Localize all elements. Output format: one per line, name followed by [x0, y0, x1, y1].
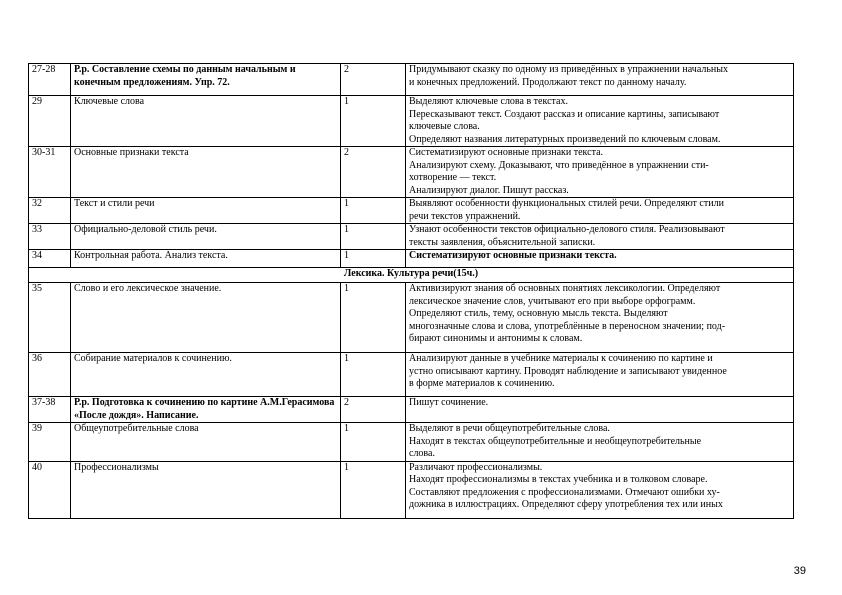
lesson-activities	[406, 353, 794, 397]
activity-line: Находят профессионализмы в текстах учебника и в толковом словаре.	[409, 474, 708, 485]
lesson-topic: Р.р. Подготовка к сочинению по картине А.М.Герасимова «После дождя». Написание.	[71, 397, 341, 423]
lesson-hours: 1	[341, 353, 406, 397]
activity-line: Составляют предложения с профессионализмами. Отмечают ошибки ху-	[409, 486, 720, 498]
activity-line: лексическое значение слов, учитывают его при выборе орфограмм.	[409, 295, 696, 307]
lesson-hours: 2	[341, 397, 406, 423]
lesson-topic: Текст и стили речи	[71, 198, 341, 224]
lesson-activities	[406, 423, 794, 462]
lesson-number: 35	[29, 283, 71, 353]
lesson-topic: Основные признаки текста	[71, 147, 341, 198]
lesson-number: 29	[29, 96, 71, 147]
lesson-topic: Р.р. Составление схемы по данным начальным и конечным предложениям. Упр. 72.	[71, 64, 341, 96]
activity-line: Анализируют диалог. Пишут рассказ.	[409, 184, 569, 196]
lesson-hours: 1	[341, 250, 406, 268]
table-row	[29, 64, 794, 96]
lesson-hours: 1	[341, 224, 406, 250]
table-row	[29, 96, 794, 147]
lesson-number: 30-31	[29, 147, 71, 198]
lesson-activities	[406, 198, 794, 224]
activity-line: Анализируют данные в учебнике материалы к сочинению по картине и	[409, 353, 713, 364]
activity-line: и конечных предложений. Продолжают текст по данному началу.	[409, 76, 687, 88]
activity-line: Различают профессионализмы.	[409, 461, 543, 473]
activity-line: хотворение — текст.	[409, 172, 497, 183]
lesson-number: 32	[29, 198, 71, 224]
lesson-activities	[406, 147, 794, 198]
table-row	[29, 198, 794, 224]
activity-line: Активизируют знания об основных понятиях лексикологии. Определяют	[409, 283, 721, 294]
lesson-hours: 2	[341, 64, 406, 96]
lesson-plan-table	[28, 63, 794, 519]
lesson-topic: Официально-деловой стиль речи.	[71, 224, 341, 250]
lesson-number: 36	[29, 353, 71, 397]
lesson-topic: Профессионализмы	[71, 461, 341, 518]
lesson-hours: 2	[341, 147, 406, 198]
activity-line: тексты заявления, объяснительной записки.	[409, 236, 596, 248]
activity-line: Выделяют ключевые слова в текстах.	[409, 96, 568, 107]
table-row	[29, 250, 794, 268]
lesson-hours: 1	[341, 198, 406, 224]
activity-line: слова.	[409, 448, 435, 459]
table-row	[29, 224, 794, 250]
lesson-activities	[406, 224, 794, 250]
table-row	[29, 461, 794, 518]
section-row	[29, 268, 794, 283]
activity-line: Придумывают сказку по одному из приведённых в упражнении начальных	[409, 64, 728, 75]
lesson-topic: Ключевые слова	[71, 96, 341, 147]
lesson-hours: 1	[341, 283, 406, 353]
activity-line: дожника в иллюстрациях. Определяют сферу употребления тех или иных	[409, 499, 723, 510]
activity-line: ключевые слова.	[409, 121, 480, 132]
lesson-topic: Собирание материалов к сочинению.	[71, 353, 341, 397]
lesson-topic: Контрольная работа. Анализ текста.	[71, 250, 341, 268]
lesson-activities	[406, 250, 794, 268]
lesson-hours: 1	[341, 423, 406, 462]
activity-line: Систематизируют основные признаки текста.	[409, 147, 604, 158]
activity-line: Выделяют в речи общеупотребительные слова.	[409, 423, 610, 434]
activity-line: Определяют названия литературных произведений по ключевым словам.	[409, 133, 721, 145]
table-row	[29, 397, 794, 423]
table-row	[29, 353, 794, 397]
lesson-activities	[406, 461, 794, 518]
lesson-topic: Общеупотребительные слова	[71, 423, 341, 462]
activity-line: бирают синонимы и антонимы к словам.	[409, 333, 583, 344]
activity-line: Анализируют схему. Доказывают, что приведённое в упражнении сти-	[409, 159, 709, 171]
lesson-topic: Слово и его лексическое значение.	[71, 283, 341, 353]
lesson-activities	[406, 96, 794, 147]
activity-line: в форме материалов к сочинению.	[409, 378, 555, 389]
activity-line: многозначные слова и слова, употреблённые в переносном значении; под-	[409, 320, 726, 332]
lesson-number: 34	[29, 250, 71, 268]
lesson-number: 27-28	[29, 64, 71, 96]
activity-line: Выявляют особенности функциональных стилей речи. Определяют стили	[409, 198, 724, 209]
lesson-hours: 1	[341, 96, 406, 147]
lesson-number: 37-38	[29, 397, 71, 423]
activity-line: Систематизируют основные признаки текста.	[409, 250, 617, 261]
activity-line: Пишут сочинение.	[409, 397, 489, 408]
lesson-activities	[406, 283, 794, 353]
activity-line: Пересказывают текст. Создают рассказ и описание картины, записывают	[409, 108, 720, 120]
lesson-number: 39	[29, 423, 71, 462]
activity-line: речи текстов упражнений.	[409, 210, 521, 222]
lesson-activities	[406, 64, 794, 96]
activity-line: Узнают особенности текстов официально-делового стиля. Реализовывают	[409, 224, 725, 235]
table-row	[29, 283, 794, 353]
lesson-hours: 1	[341, 461, 406, 518]
table-row	[29, 147, 794, 198]
section-title: Лексика. Культура речи(15ч.)	[29, 268, 794, 283]
table-row	[29, 423, 794, 462]
activity-line: Определяют стиль, тему, основную мысль текста. Выделяют	[409, 308, 668, 319]
lesson-number: 33	[29, 224, 71, 250]
activity-line: устно описывают картину. Проводят наблюдение и записывают увиденное	[409, 365, 727, 377]
lesson-activities	[406, 397, 794, 423]
page-number: 39	[793, 565, 806, 577]
activity-line: Находят в текстах общеупотребительные и необщеупотребительные	[409, 435, 702, 447]
lesson-number: 40	[29, 461, 71, 518]
